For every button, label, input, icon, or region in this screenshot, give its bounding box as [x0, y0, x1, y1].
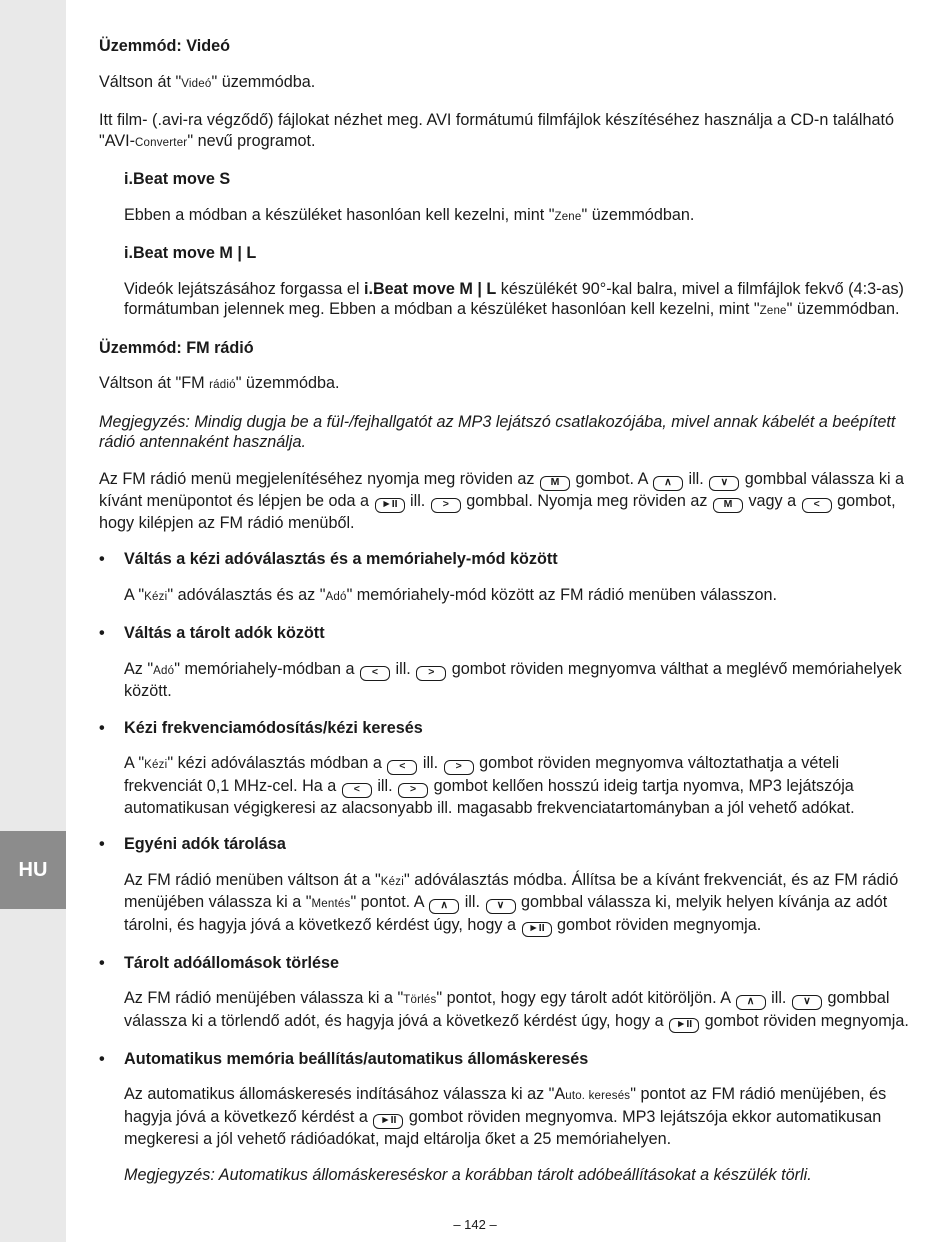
auto-search-note: Megjegyzés: Automatikus állomáskereséskor a korábban tárolt adóbeállításokat a készülék törli. [124, 1166, 812, 1184]
bullet-heading: • Egyéni adók tárolása [99, 835, 286, 853]
left-button-icon: < [387, 760, 417, 775]
video-switch-text: Váltson át "Videó" üzemmódba. [99, 72, 316, 91]
fm-switch-text: Váltson át "FM rádió" üzemmódba. [99, 374, 340, 392]
bullet-text: Az FM rádió menüjében válassza ki a "Törlés" pontot, hogy egy tárolt adót kitöröljön. A ∧ ill. ∨ gombbal válassza ki a törlendő adót, és hagyja jóvá a következő kérdést úgy, hogy a ►II gombot röviden megnyomja. [124, 988, 911, 1033]
down-button-icon: ∨ [709, 476, 739, 491]
bullet-heading: • Váltás a tárolt adók között [99, 624, 325, 642]
bullet-heading: • Tárolt adóállomások törlése [99, 953, 339, 972]
subheading-move-ml: i.Beat move M | L [124, 244, 257, 262]
up-button-icon: ∧ [736, 995, 766, 1010]
right-button-icon: > [431, 498, 461, 513]
fm-note: Megjegyzés: Mindig dugja be a fül-/fejhallgatót az MP3 lejátszó csatlakozójába, mivel annak kábelét a beépített rádió antennaként használja. [99, 412, 896, 451]
fm-menu-text: Az FM rádió menü megjelenítéséhez nyomja meg röviden az M gombot. A ∧ ill. ∨ gombbal válassza ki a kívánt menüpontot és lépjen be oda a ►II ill. > gombbal. Nyomja meg röviden az M vagy a < gombot, hogy kilépjen az FM rádió menüből. [99, 469, 905, 532]
right-button-icon: > [444, 760, 474, 775]
bullet-icon: • [99, 835, 105, 853]
heading-video: Üzemmód: Videó [99, 37, 231, 55]
right-button-icon: > [398, 783, 428, 798]
bullet-text: Az automatikus állomáskeresés indításához válassza ki az "Auto. keresés" pontot az FM rádió menüjében, és hagyja jóvá a következő kérdést a ►II gombot röviden megnyomva. MP3 lejátszója ekkor automatikusan megkeresi a jól vehető rádióadókat, majd eltárolja őket a 25 memóriahelyen. [124, 1085, 887, 1148]
left-button-icon: < [342, 783, 372, 798]
down-button-icon: ∨ [486, 899, 516, 914]
language-label: HU [18, 858, 48, 881]
bullet-text: Az "Adó" memóriahely-módban a < ill. > gombot röviden megnyomva válthat a meglévő memóriahelyek között. [124, 659, 902, 700]
left-button-icon: < [802, 498, 832, 513]
bullet-heading: • Váltás a kézi adóválasztás és a memóriahely-mód között [99, 550, 558, 568]
page-content [99, 36, 911, 1202]
heading-fm-radio: Üzemmód: FM rádió [99, 338, 254, 357]
video-intro-text: Itt film- (.avi-ra végződő) fájlokat nézhet meg. AVI formátumú filmfájlok készítéséhez használja a CD-n található "AVI-Converter" nevű programot. [99, 111, 895, 150]
m-button-icon: M [713, 498, 743, 513]
play-pause-button-icon: ►II [375, 498, 405, 513]
bullet-heading: • Kézi frekvenciamódosítás/kézi keresés [99, 718, 423, 737]
play-pause-button-icon: ►II [522, 922, 552, 937]
up-button-icon: ∧ [429, 899, 459, 914]
m-button-icon: M [540, 476, 570, 491]
right-button-icon: > [416, 666, 446, 681]
sidebar [0, 0, 66, 1242]
bullet-text: A "Kézi" kézi adóválasztás módban a < ill. > gombot röviden megnyomva változtathatja a vételi frekvenciát 0,1 MHz-cel. Ha a < ill. > gombot kellően hosszú ideig tartja nyomva, MP3 lejátszója automatikusan végigkeresi az alacsonyabb ill. magasabb frekvenciatartományban a jól vehető adókat. [124, 754, 855, 817]
subheading-move-s: i.Beat move S [124, 170, 231, 188]
left-button-icon: < [360, 666, 390, 681]
bullet-text: Az FM rádió menüben váltson át a "Kézi" adóválasztás módba. Állítsa be a kívánt frekvenciát, és az FM rádió menüjében válassza ki a "Mentés" pontot. A ∧ ill. ∨ gombbal válassza ki, melyik helyen kívánja az adót tárolni, és hagyja jóvá a következő kérdést úgy, hogy a ►II gombot röviden megnyomja. [124, 870, 911, 937]
up-button-icon: ∧ [653, 476, 683, 491]
play-pause-button-icon: ►II [669, 1018, 699, 1033]
language-tab [0, 831, 66, 909]
play-pause-button-icon: ►II [373, 1114, 403, 1129]
down-button-icon: ∨ [792, 995, 822, 1010]
bullet-icon: • [99, 718, 105, 737]
move-ml-text: Videók lejátszásához forgassa el i.Beat move M | L készülékét 90°-kal balra, mivel a filmfájlok fekvő (4:3-as) formátumban jelennek meg. Ebben a módban a készüléket hasonlóan kell kezelni, mint "Zene" üzemmódban. [124, 279, 904, 318]
bullet-icon: • [99, 953, 105, 972]
page-number: – 142 – [453, 1217, 497, 1232]
bullet-icon: • [99, 624, 105, 642]
bullet-icon: • [99, 1049, 105, 1068]
bullet-text: A "Kézi" adóválasztás és az "Adó" memóriahely-mód között az FM rádió menüben válasszon. [124, 585, 777, 604]
move-s-text: Ebben a módban a készüléket hasonlóan kell kezelni, mint "Zene" üzemmódban. [124, 205, 695, 224]
bullet-icon: • [99, 550, 105, 568]
bullet-heading: • Automatikus memória beállítás/automatikus állomáskeresés [99, 1049, 589, 1068]
